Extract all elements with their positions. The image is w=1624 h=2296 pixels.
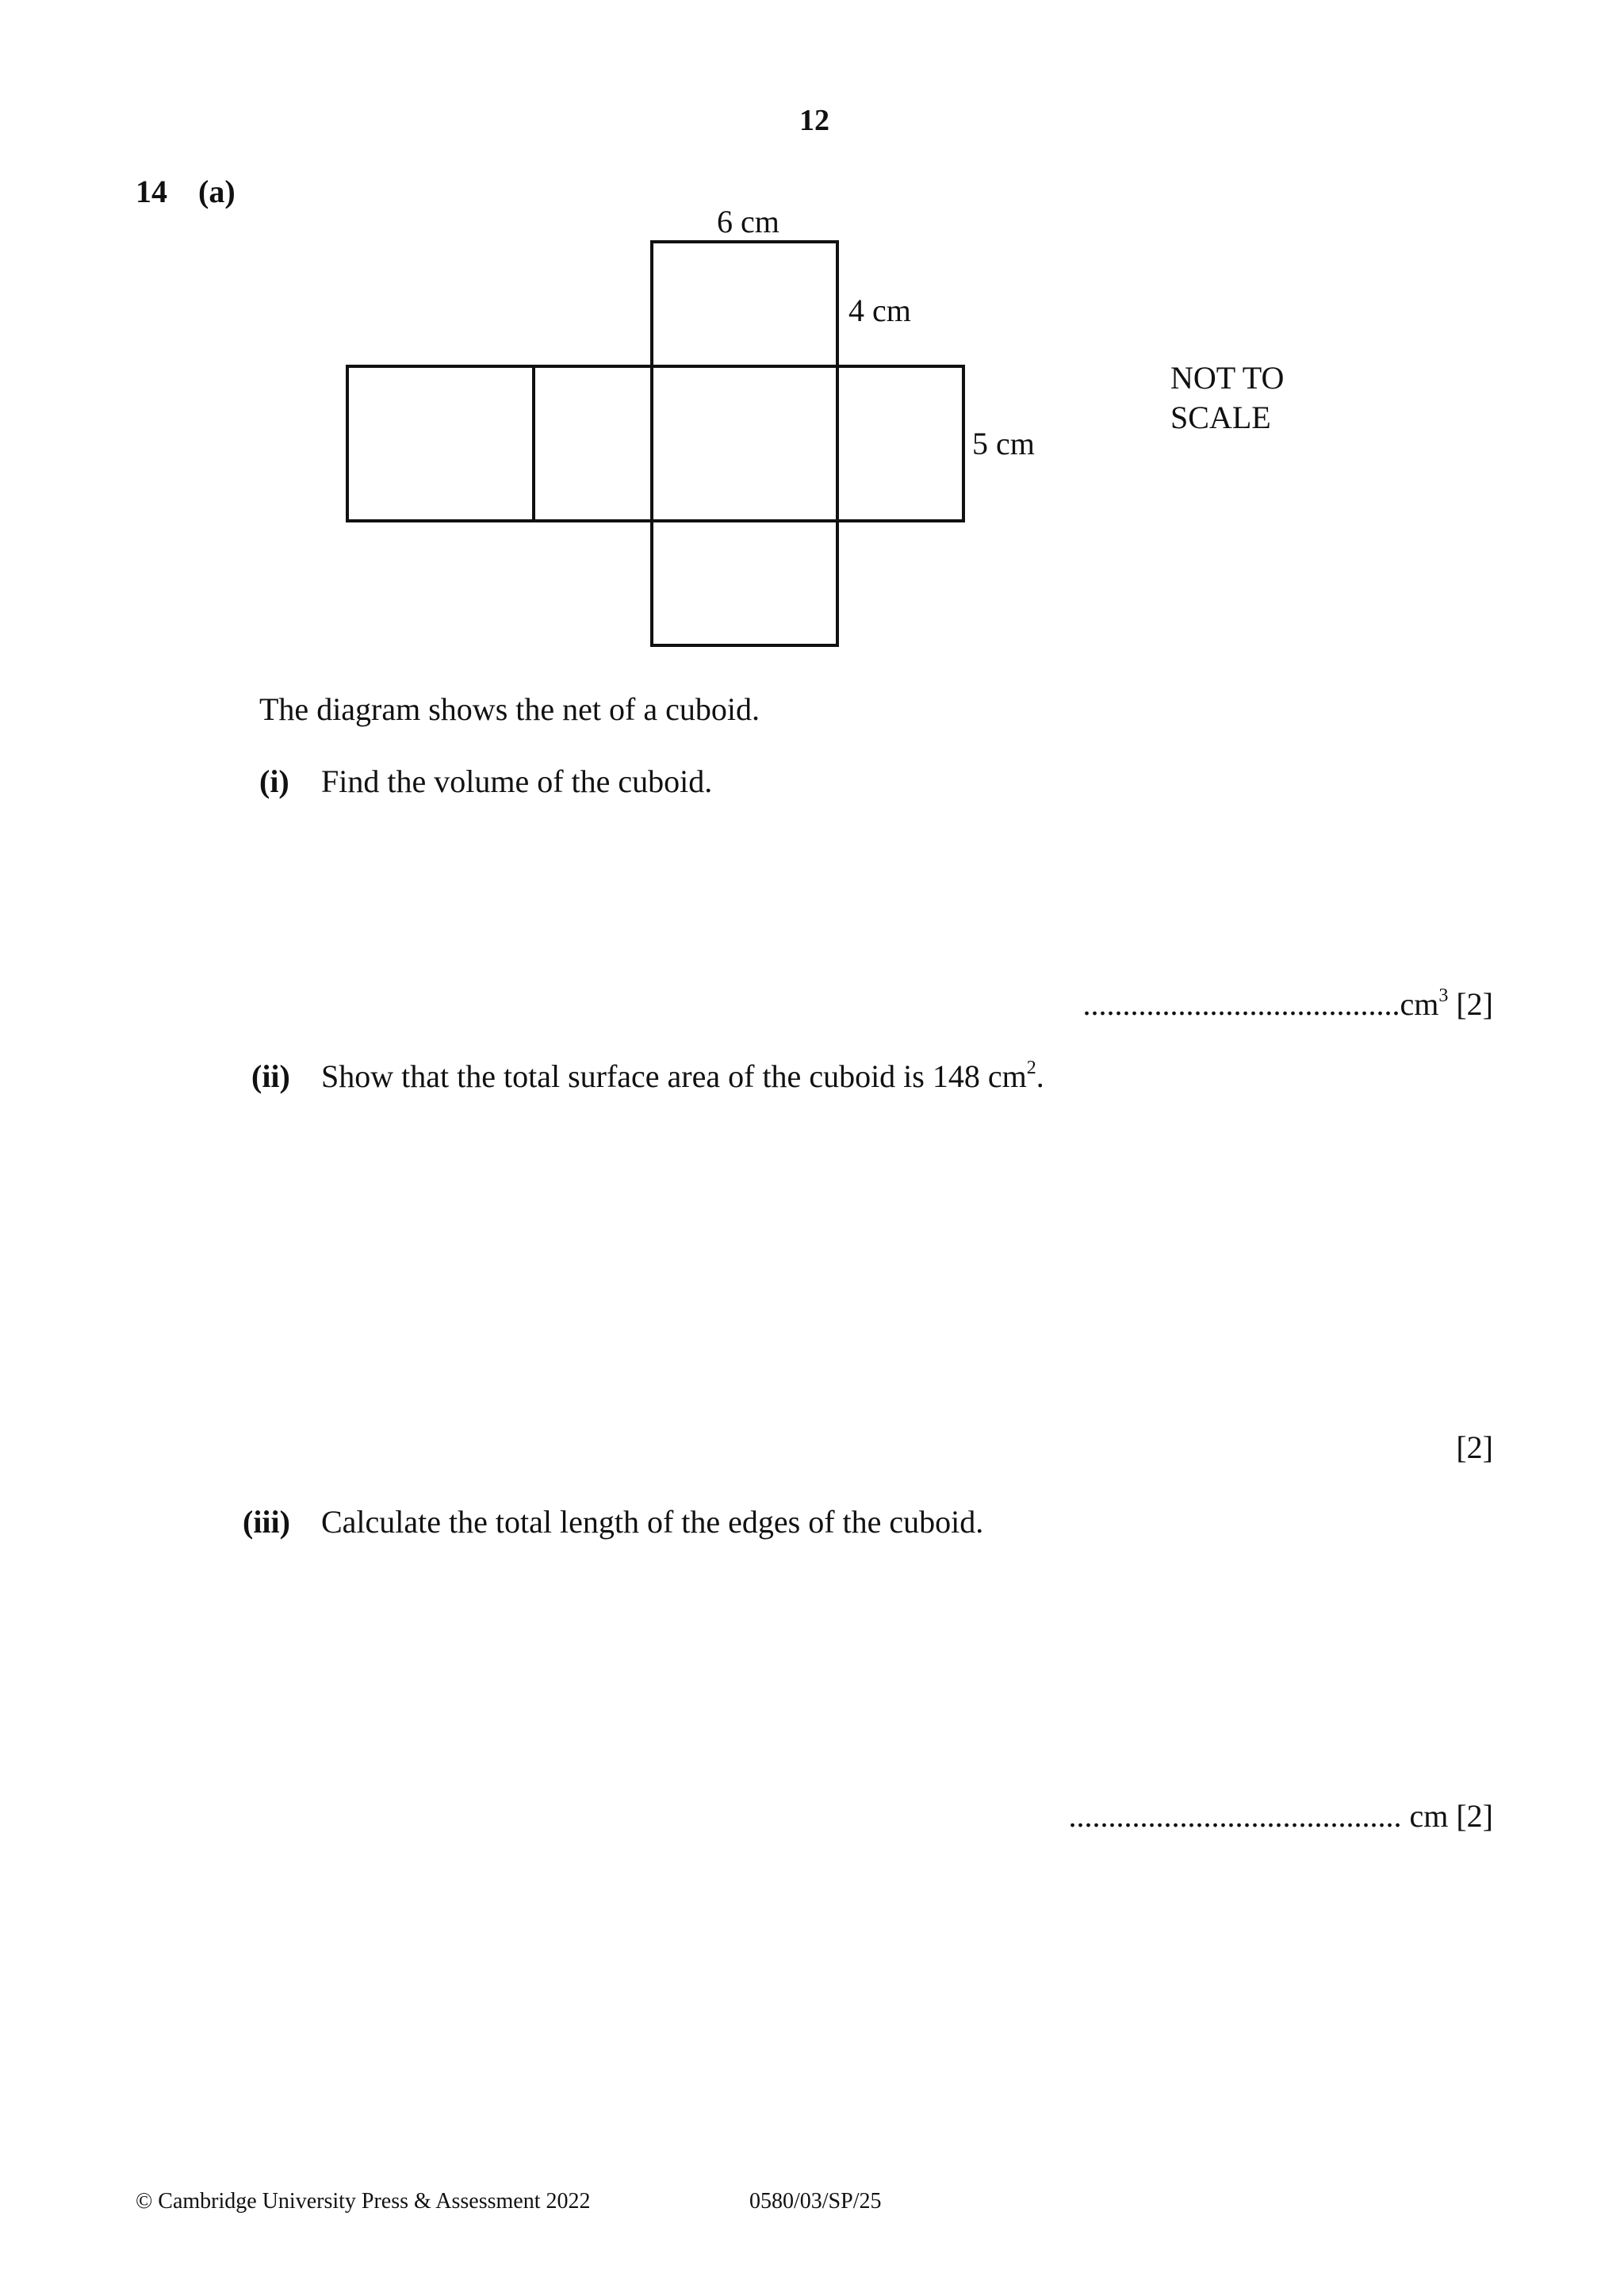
unit-power: 3 — [1438, 985, 1449, 1007]
answer-unit: cm — [1409, 1798, 1449, 1834]
part-i-question: Find the volume of the cuboid. — [321, 763, 713, 799]
net-face-right — [837, 366, 963, 521]
answer-dots: ........................................ — [1082, 986, 1400, 1022]
part-iii-label: (iii) — [243, 1504, 290, 1540]
part-i-label: (i) — [259, 763, 289, 799]
part-ii-end: . — [1036, 1058, 1044, 1094]
footer-paper-code: 0580/03/SP/25 — [749, 2189, 882, 2214]
answer-unit: cm — [1400, 986, 1439, 1022]
part-ii-label: (ii) — [251, 1058, 290, 1094]
not-to-scale-note — [1170, 358, 1284, 438]
net-face-center — [652, 366, 837, 521]
part-ii-power: 2 — [1026, 1058, 1036, 1079]
part-ii-text: Show that the total surface area of the cuboid is 148 cm — [321, 1058, 1027, 1094]
footer-copyright: © Cambridge University Press & Assessment 2022 — [136, 2189, 591, 2214]
intro-text: The diagram shows the net of a cuboid. — [259, 691, 760, 727]
part-i-answer-line[interactable] — [1082, 986, 1493, 1023]
label-width: 6 cm — [717, 204, 779, 239]
net-face-far-left — [347, 366, 534, 521]
part-iii-question: Calculate the total length of the edges of the cuboid. — [321, 1504, 984, 1540]
marks: [2] — [1456, 986, 1493, 1022]
page-number: 12 — [799, 104, 829, 137]
net-face-bottom — [652, 521, 837, 645]
not-to-scale-line-1: NOT TO — [1170, 360, 1285, 396]
marks: [2] — [1456, 1798, 1493, 1834]
part-ii-question — [321, 1058, 1044, 1095]
label-height: 5 cm — [972, 426, 1035, 461]
part-ii-marks: [2] — [1456, 1429, 1493, 1465]
part-label: (a) — [198, 174, 236, 209]
cuboid-net-diagram — [0, 0, 1624, 714]
answer-dots: .......................................... — [1068, 1798, 1402, 1834]
not-to-scale-line-2: SCALE — [1170, 400, 1271, 435]
question-number: 14 — [136, 174, 167, 209]
part-iii-answer-line[interactable] — [1068, 1798, 1493, 1835]
net-face-top — [652, 242, 837, 366]
label-depth: 4 cm — [848, 293, 911, 328]
net-face-left — [534, 366, 652, 521]
